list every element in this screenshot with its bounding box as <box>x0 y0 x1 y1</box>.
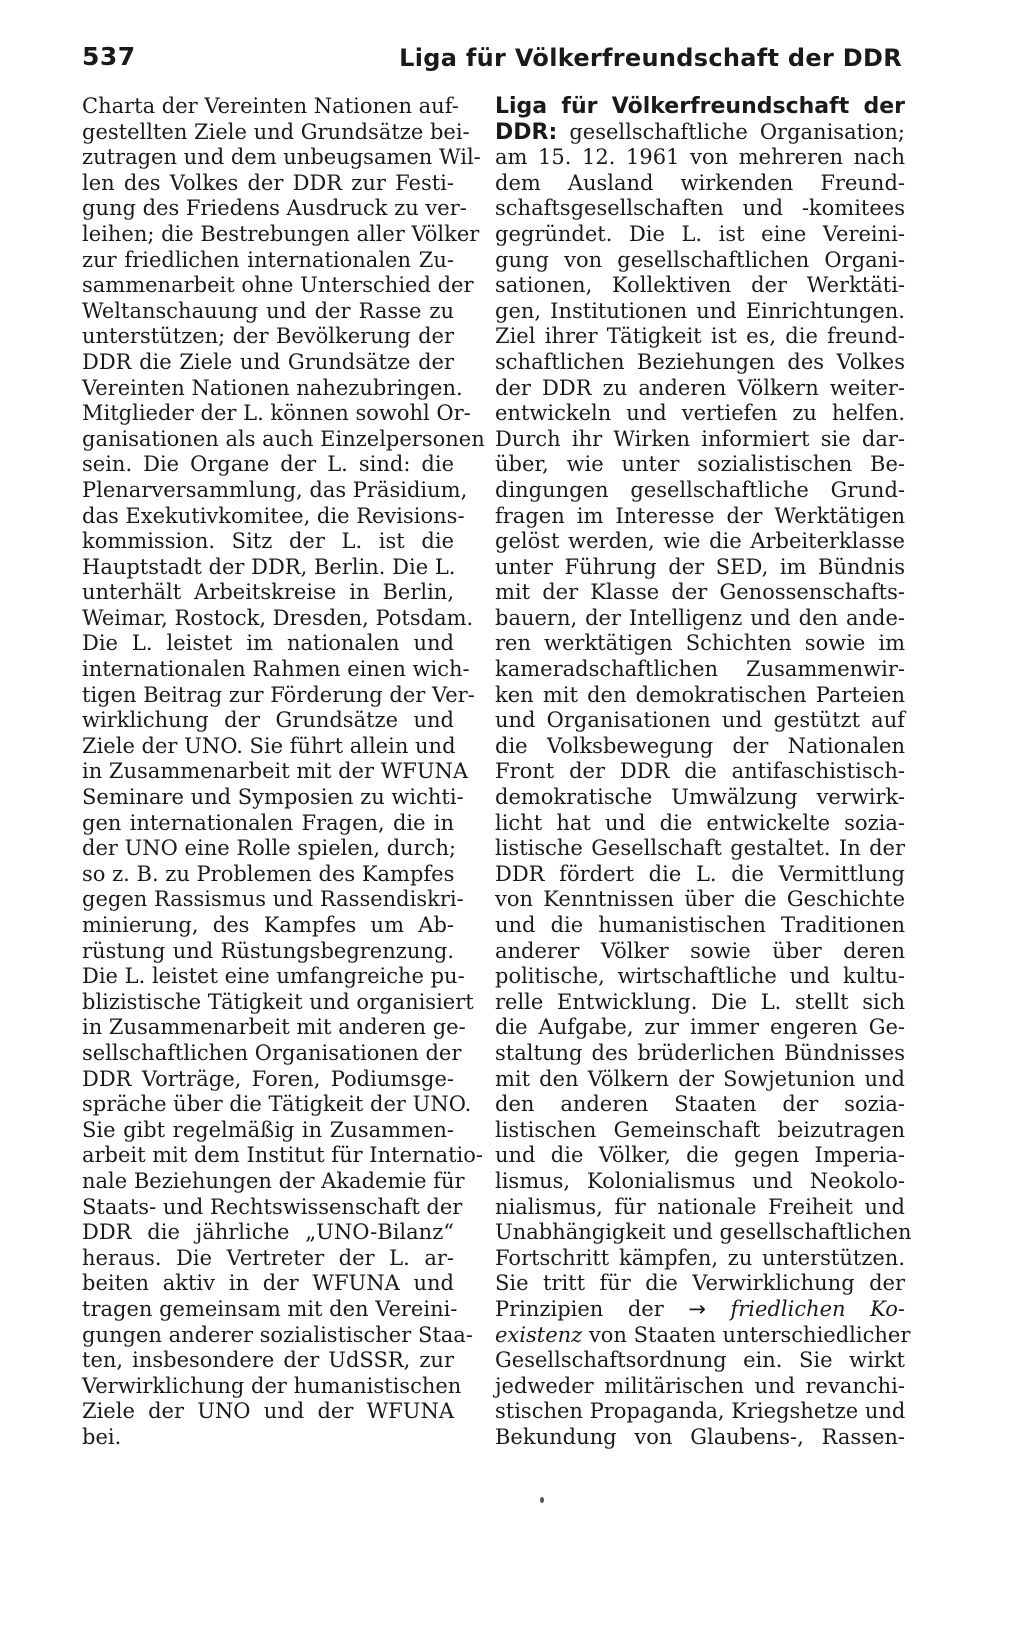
text-line: und Organisationen und gestützt auf <box>495 708 905 733</box>
text-line: heraus. Die Vertreter der L. ar- <box>82 1245 454 1270</box>
text-line: jedweder militärischen und revanchi- <box>495 1373 905 1398</box>
text-line: Mitglieder der L. können sowohl Or- <box>82 401 471 426</box>
text-line: ren werktätigen Schichten sowie im <box>495 631 905 656</box>
text-line: zur friedlichen internationalen Zu- <box>82 247 454 272</box>
text-line: beiten aktiv in der WFUNA und <box>82 1271 454 1296</box>
text-line: sein. Die Organe der L. sind: die <box>82 452 454 477</box>
text-line: bei. <box>82 1424 122 1449</box>
text-line: Verwirklichung der humanistischen <box>82 1373 462 1398</box>
print-speck <box>540 1497 544 1503</box>
text-line: Seminare und Symposien zu wichti- <box>82 785 464 810</box>
text-line: rüstung und Rüstungsbegrenzung. <box>82 938 454 963</box>
text-line: von Kenntnissen über die Geschichte <box>495 887 905 912</box>
cross-reference-term[interactable]: friedlichen Ko- <box>730 1296 905 1321</box>
text-line: Sie gibt regelmäßig in Zusammen- <box>82 1117 454 1142</box>
text-line: lismus, Kolonialismus und Neokolo- <box>495 1168 905 1193</box>
cross-reference-arrow-icon: → <box>688 1296 706 1321</box>
text-line: Ziel ihrer Tätigkeit ist es, die freund- <box>495 324 905 349</box>
text-line: Durch ihr Wirken informiert sie dar- <box>495 426 905 451</box>
text-line: gegen Rassismus und Rassendiskri- <box>82 887 464 912</box>
text-line: über, wie unter sozialistischen Be- <box>495 452 905 477</box>
text-line: der UNO eine Rolle spielen, durch; <box>82 836 457 861</box>
text-line: sationen, Kollektiven der Werktäti- <box>495 273 905 298</box>
text-line: tigen Beitrag zur Förderung der Ver- <box>82 682 475 707</box>
text-line: die Volksbewegung der Nationalen <box>495 733 905 758</box>
text-line: Weimar, Rostock, Dresden, Potsdam. <box>82 605 474 630</box>
entry-headword: Liga für Völkerfreundschaft der <box>495 94 905 119</box>
cross-reference-line <box>495 1297 905 1323</box>
text-line: der DDR zu anderen Völkern weiter- <box>495 375 905 400</box>
text-line: nialismus, für nationale Freiheit und <box>495 1194 905 1219</box>
page-number: 537 <box>82 42 136 71</box>
text-line: am 15. 12. 1961 von mehreren nach <box>495 145 905 170</box>
text-line: Vereinten Nationen nahezubringen. <box>82 375 463 400</box>
text-line: DDR fördert die L. die Vermittlung <box>495 861 905 886</box>
text-line: gen, Institutionen und Einrichtungen. <box>495 298 905 323</box>
entry-headword-line <box>495 94 905 120</box>
text-line: listische Gesellschaft gestaltet. In der <box>495 836 905 861</box>
text-line: Staats- und Rechtswissenschaft der <box>82 1194 463 1219</box>
text-line: arbeit mit dem Institut für Internatio- <box>82 1143 483 1168</box>
running-title: Liga für Völkerfreundschaft der DDR <box>399 44 902 72</box>
text-line: das Exekutivkomitee, die Revisions- <box>82 503 465 528</box>
text-line: spräche über die Tätigkeit der UNO. <box>82 1092 472 1117</box>
text-line: tragen gemeinsam mit den Vereini- <box>82 1296 458 1321</box>
text-line: fragen im Interesse der Werktätigen <box>495 503 905 528</box>
entry-body-continued <box>495 1348 905 1450</box>
text-line: bauern, der Intelligenz und den ande- <box>495 605 905 630</box>
entry-body <box>495 145 912 1297</box>
text-line: minierung, des Kampfes um Ab- <box>82 913 454 937</box>
text-line: Hauptstadt der DDR, Berlin. Die L. <box>82 554 456 579</box>
text-line: Die L. leistet eine umfangreiche pu- <box>82 964 465 989</box>
text-line: dingungen gesellschaftliche Grund- <box>495 477 905 502</box>
text-line: leihen; die Bestrebungen aller Völker <box>82 221 480 246</box>
text-line: Plenarversammlung, das Präsidium, <box>82 477 468 502</box>
text-line: relle Entwicklung. Die L. stellt sich <box>495 989 905 1014</box>
text-line: gestellten Ziele und Grundsätze bei- <box>82 119 470 144</box>
cross-reference-rest: von Staaten unterschiedlicher <box>588 1322 911 1347</box>
text-line: schaftsgesellschaften und -komitees <box>495 196 905 221</box>
text-line: unterstützen; der Bevölkerung der <box>82 324 454 349</box>
text-line: unterhält Arbeitskreise in Berlin, <box>82 580 454 605</box>
text-line: gegründet. Die L. ist eine Vereini- <box>495 221 905 246</box>
text-line: Fortschritt kämpfen, zu unterstützen. <box>495 1245 905 1270</box>
text-line: ken mit den demokratischen Parteien <box>495 682 905 707</box>
right-column <box>495 94 912 1450</box>
text-line: sellschaftlichen Organisationen der <box>82 1040 462 1065</box>
text-line: Sie tritt für die Verwirklichung der <box>495 1271 905 1296</box>
text-line: den anderen Staaten der sozia- <box>495 1092 905 1117</box>
text-line: entwickeln und vertiefen zu helfen. <box>495 401 905 426</box>
text-line: Charta der Vereinten Nationen auf- <box>82 94 459 118</box>
text-line: Bekundung von Glaubens-, Rassen- <box>495 1424 905 1449</box>
cross-reference-line-2 <box>495 1322 911 1349</box>
text-line: staltung des brüderlichen Bündnisses <box>495 1040 905 1065</box>
text-line: politische, wirtschaftliche und kultu- <box>495 964 905 989</box>
text-line: DDR die jährliche „UNO-Bilanz“ <box>82 1220 454 1245</box>
text-line: anderer Völker sowie über deren <box>495 938 905 963</box>
text-line: demokratische Umwälzung verwirk- <box>495 785 905 810</box>
text-line: internationalen Rahmen einen wich- <box>82 657 470 682</box>
text-line: blizistische Tätigkeit und organisiert <box>82 989 474 1014</box>
cross-reference-term-end[interactable]: existenz <box>495 1322 583 1347</box>
text-line: gen internationalen Fragen, die in <box>82 810 454 835</box>
left-column <box>82 94 485 1450</box>
text-line: kameradschaftlichen Zusammenwir- <box>495 657 905 682</box>
text-line: ten, insbesondere der UdSSR, zur <box>82 1348 454 1373</box>
text-line: Ziele der UNO und der WFUNA <box>82 1399 454 1424</box>
entry-headword-end: DDR: <box>495 119 558 145</box>
text-line: mit den Völkern der Sowjetunion und <box>495 1066 905 1091</box>
text-line: stischen Propaganda, Kriegshetze und <box>495 1399 906 1424</box>
text-line: gelöst werden, wie die Arbeiterklasse <box>495 529 905 554</box>
text-line: DDR Vorträge, Foren, Podiumsge- <box>82 1066 454 1091</box>
text-line: gungen anderer sozialistischer Staa- <box>82 1322 473 1347</box>
text-line: mit der Klasse der Genossenschafts- <box>495 580 905 605</box>
text-line: Ziele der UNO. Sie führt allein und <box>82 733 456 758</box>
text-line: in Zusammenarbeit mit anderen ge- <box>82 1015 466 1040</box>
text-line: DDR die Ziele und Grundsätze der <box>82 349 454 374</box>
text-line: und die Völker, die gegen Imperia- <box>495 1143 905 1168</box>
text-line: Die L. leistet im nationalen und <box>82 631 454 656</box>
text-line: und die humanistischen Traditionen <box>495 913 905 937</box>
text-line: zutragen und dem unbeugsamen Wil- <box>82 145 481 170</box>
text-line: gung des Friedens Ausdruck zu ver- <box>82 196 467 221</box>
text-line: sammenarbeit ohne Unterschied der <box>82 273 474 298</box>
text-line: ganisationen als auch Einzelpersonen <box>82 426 485 451</box>
text-line: unter Führung der SED, im Bündnis <box>495 554 905 579</box>
text-line: Weltanschauung und der Rasse zu <box>82 298 454 323</box>
text-line: so z. B. zu Problemen des Kampfes <box>82 861 455 886</box>
text-line: dem Ausland wirkenden Freund- <box>495 170 905 195</box>
text-line: licht hat und die entwickelte sozia- <box>495 810 905 835</box>
text-line: Unabhängigkeit und gesellschaftlichen <box>495 1220 912 1245</box>
text-line: schaftlichen Beziehungen des Volkes <box>495 349 905 374</box>
text-line: listischen Gemeinschaft beizutragen <box>495 1117 905 1142</box>
text-line: Front der DDR die antifaschistisch- <box>495 759 905 784</box>
text-line: gung von gesellschaftlichen Organi- <box>495 247 905 272</box>
entry-definition-start: gesellschaftliche Organisation; <box>569 119 905 144</box>
text-line: kommission. Sitz der L. ist die <box>82 529 454 554</box>
text-line: nale Beziehungen der Akademie für <box>82 1168 465 1193</box>
cross-reference-prefix: Prinzipien der <box>495 1296 664 1321</box>
entry-headword-line-2 <box>495 120 905 146</box>
text-line: Gesellschaftsordnung ein. Sie wirkt <box>495 1348 905 1373</box>
text-line: wirklichung der Grundsätze und <box>82 708 454 733</box>
text-line: len des Volkes der DDR zur Festi- <box>82 170 454 195</box>
text-line: die Aufgabe, zur immer engeren Ge- <box>495 1015 905 1040</box>
text-line: in Zusammenarbeit mit der WFUNA <box>82 759 469 784</box>
